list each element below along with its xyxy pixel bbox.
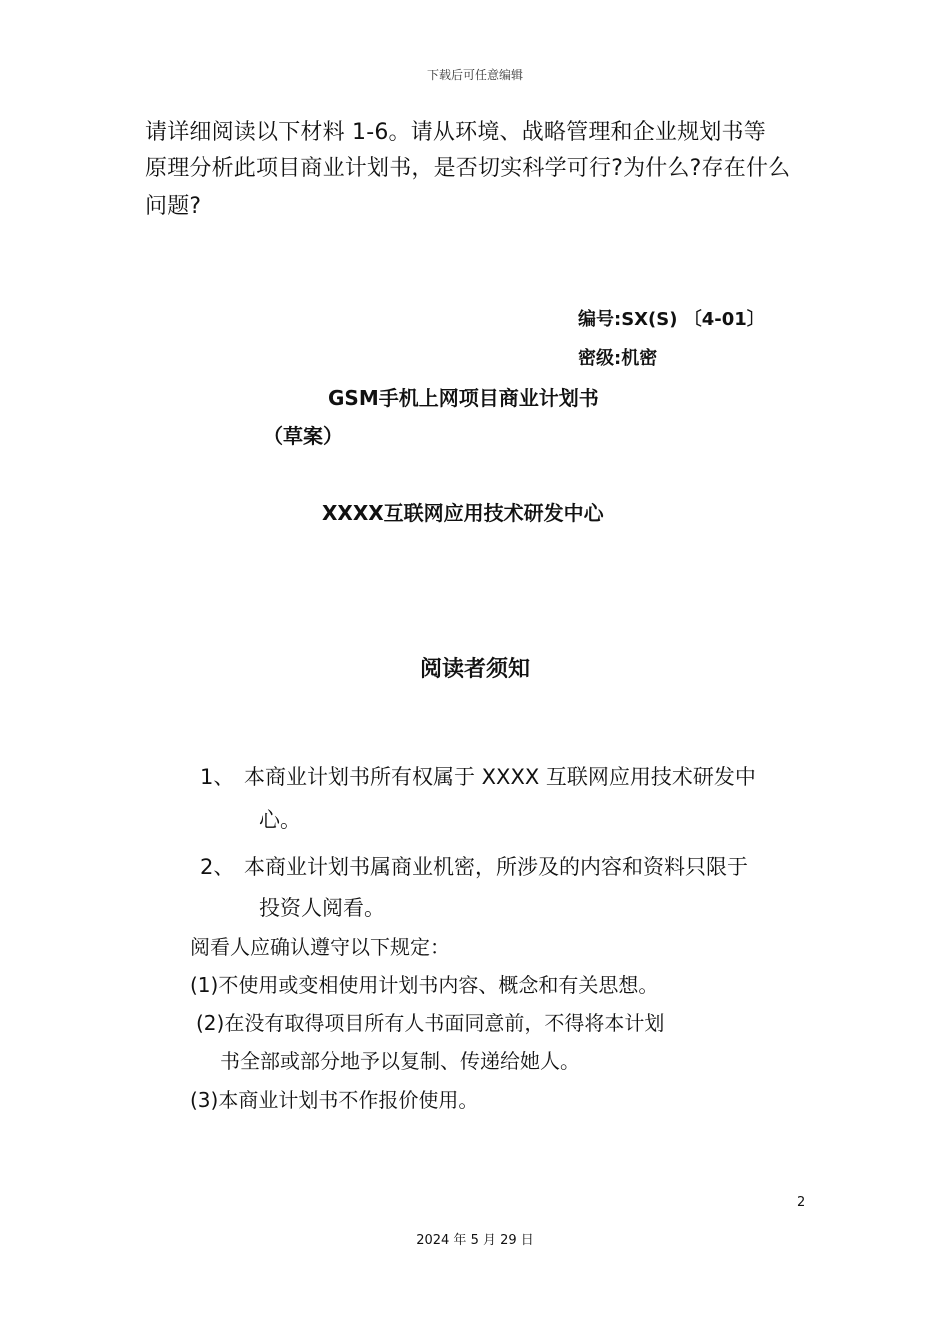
rule-3: (3)本商业计划书不作报价使用。: [190, 1088, 479, 1112]
notice-item-1-line-1: 本商业计划书所有权属于 XXXX 互联网应用技术研发中: [244, 765, 756, 789]
organization-name: XXXX互联网应用技术研发中心: [322, 501, 604, 525]
confirm-statement: 阅看人应确认遵守以下规定：: [190, 935, 450, 959]
reader-notice-heading: 阅读者须知: [419, 657, 530, 682]
document-title: GSM手机上网项目商业计划书: [328, 386, 599, 410]
notice-item-2-number: 2、: [200, 855, 235, 879]
notice-item-2-line-2: 投资人阅看。: [259, 896, 385, 920]
notice-item-1-number: 1、: [200, 765, 235, 789]
intro-line-1: 请详细阅读以下材料 1-6。请从环境、战略管理和企业规划书等: [145, 120, 766, 145]
security-level: 密级:机密: [578, 348, 658, 369]
page-header-note: 下载后可任意编辑: [426, 68, 523, 82]
page-number: 2: [797, 1195, 806, 1210]
footer-date: 2024 年 5 月 29 日: [416, 1233, 534, 1248]
notice-item-1-line-2: 心。: [259, 808, 301, 832]
rule-2-line-2: 书全部或部分地予以复制、传递给她人。: [220, 1049, 580, 1073]
document-code: 编号:SX(S) 〔4-01〕: [578, 309, 765, 330]
intro-line-2: 原理分析此项目商业计划书，是否切实科学可行?为什么?存在什么: [145, 156, 791, 181]
notice-item-2-line-1: 本商业计划书属商业机密，所涉及的内容和资料只限于: [244, 855, 748, 879]
rule-2-line-1: (2)在没有取得项目所有人书面同意前，不得将本计划: [196, 1011, 665, 1035]
intro-line-3: 问题?: [145, 194, 202, 219]
rule-1: (1)不使用或变相使用计划书内容、概念和有关思想。: [190, 973, 659, 997]
draft-label: （草案）: [263, 424, 343, 448]
